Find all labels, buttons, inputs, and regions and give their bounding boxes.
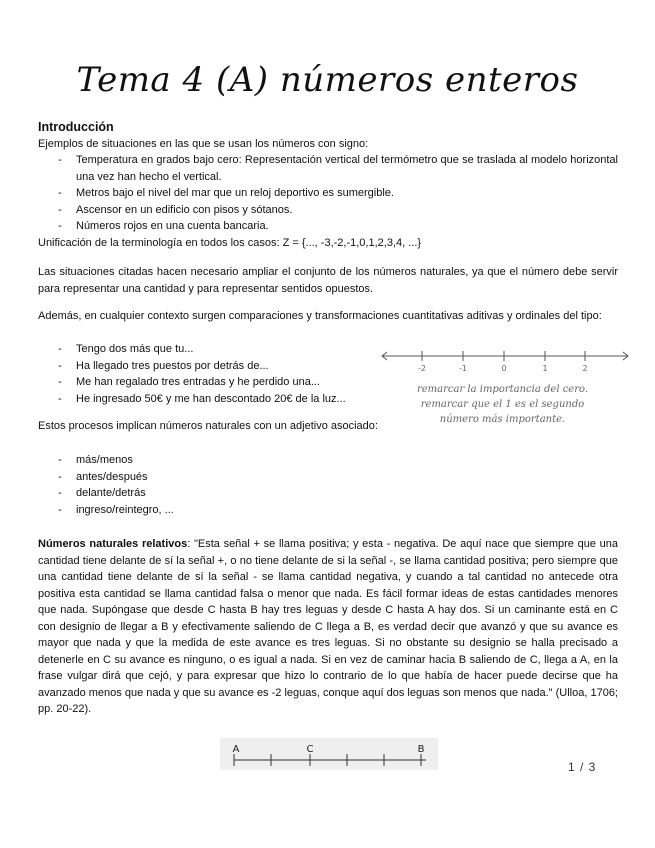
- list-item: - antes/después: [38, 469, 378, 486]
- page-title: Tema 4 (A) números enteros: [76, 60, 579, 100]
- list-item: - He ingresado 50€ y me han descontado 20€ de la luz...: [38, 391, 383, 408]
- tick-label: -2: [418, 364, 426, 373]
- paragraph-2: Además, en cualquier contexto surgen comparaciones y transformaciones cuantitativas aditivas y ordinales del tipo:: [38, 310, 602, 322]
- adjective-list: [38, 452, 378, 518]
- relatives-label: Números naturales relativos: [38, 538, 188, 550]
- comparison-list: [38, 341, 383, 407]
- tick-label: 1: [542, 364, 548, 373]
- point-label-a: A: [232, 744, 240, 755]
- relatives-quote: : "Esta señal + se llama positiva; y esta - negativa. De aquí nace que siempre que una cantidad tiene delante de sí la señal +, o no tiene delante de si la señal -, se llama cantidad positiva; pero siempre que una cantidad tiene delante de sí la señal - se llama cantidad negativa, y cuando a tal cantidad no antecede otra positiva esta cantidad se llama cantidad falsa o menor que nada. Es fácil formar ideas de estas cantidades menores que nada. Supóngase que desde C hasta B hay tres leguas y desde C hasta A hay dos. Si un caminante está en C con designio de llegar a B y efectivamente saliendo de C llega a B, es verdad decir que avanzó y que su avance es mayor que nada y que la medida de este avance es tres leguas. Si no obstante su designio se halla precisado a detenerle en C su avance es ninguno, o es igual a nada. Si en vez de caminar hacia B saliendo de C, llega a A, en la frase vulgar dirá que cejó, y para expresar que hizo lo contrario de lo que había de hacer puede decirse que ha avanzado menos que nada y que su avance es -2 leguas, conque aquí dos leguas son menos que nada." (Ulloa, 1706; pp. 20-22).: [38, 538, 618, 715]
- abc-line-figure: [220, 738, 438, 770]
- list-item: - Tengo dos más que tu...: [38, 341, 383, 358]
- number-line-caption: remarcar la importancia del cero. remarcar que el 1 es el segundo número más importante.: [416, 384, 589, 425]
- point-label-b: B: [417, 744, 425, 755]
- list-item: - Números rojos en una cuenta bancaria.: [38, 218, 618, 235]
- unification-text: Unificación de la terminología en todos los casos: Z = {..., -3,-2,-1,0,1,2,3,4, ...}: [38, 236, 422, 249]
- relatives-paragraph: [38, 536, 618, 718]
- intro-list: [38, 152, 618, 235]
- intro-heading: Introducción: [38, 120, 114, 134]
- list-item: - ingreso/reintegro, ...: [38, 502, 378, 519]
- page-indicator: 1 / 3: [568, 760, 597, 774]
- list-item: - delante/detrás: [38, 485, 378, 502]
- paragraph-3: Estos procesos implican números naturales con un adjetivo asociado:: [38, 420, 378, 432]
- list-item: - Temperatura en grados bajo cero: Representación vertical del termómetro que se traslada al modelo horizontal una vez han hecho el vertical.: [38, 152, 618, 185]
- list-item: - Metros bajo el nivel del mar que un reloj deportivo es sumergible.: [38, 185, 618, 202]
- intro-section: [38, 119, 618, 251]
- list-item: - Ascensor en un edificio con pisos y sótanos.: [38, 202, 618, 219]
- tick-label: -1: [459, 364, 467, 373]
- number-line: [380, 346, 632, 376]
- point-label-c: C: [306, 744, 314, 755]
- tick-label: 2: [582, 364, 588, 373]
- list-item: - más/menos: [38, 452, 378, 469]
- tick-label: 0: [501, 364, 507, 373]
- list-item: - Ha llegado tres puestos por detrás de...: [38, 358, 383, 375]
- paragraph-1: Las situaciones citadas hacen necesario ampliar el conjunto de los números naturales, ya que el número debe servir para representar una cantidad y para representar sentidos opuestos.: [38, 266, 618, 295]
- list-item: - Me han regalado tres entradas y he perdido una...: [38, 374, 383, 391]
- intro-lead: Ejemplos de situaciones en las que se usan los números con signo:: [38, 137, 369, 150]
